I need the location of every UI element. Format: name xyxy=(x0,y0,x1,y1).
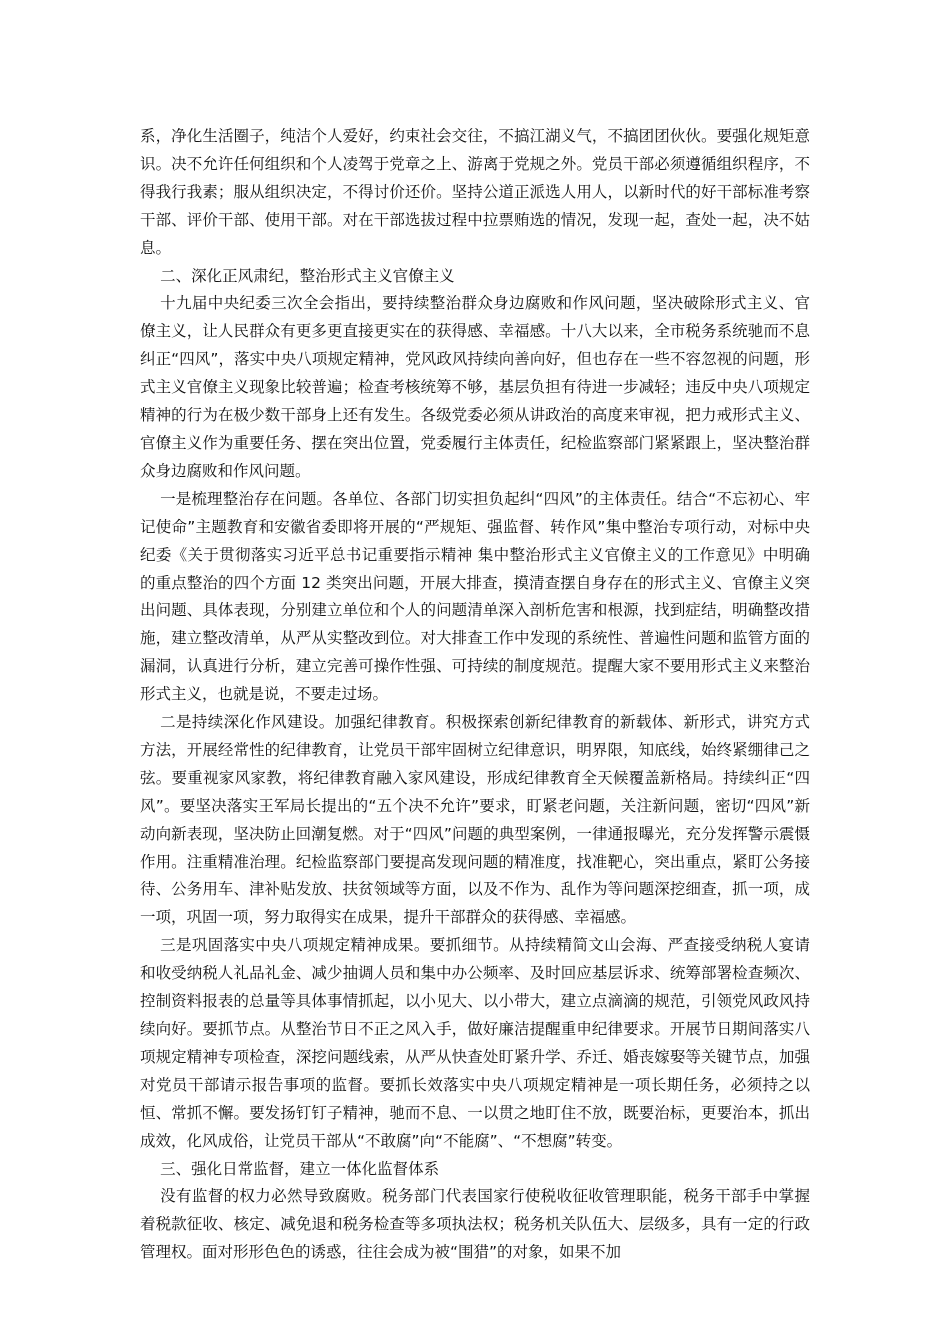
section-heading-3: 三、强化日常监督，建立一体化监督体系 xyxy=(160,1159,440,1178)
paragraph-item-1: 一是梳理整治存在问题。各单位、各部门切实担负起纠“四风”的主体责任。结合“不忘初心、牢记使命”主题教育和安徽省委即将开展的“严规矩、强监督、转作风”集中整治专项行动，对标中央纪委《关于贯彻落实习近平总书记重要指示精神 集中整治形式主义官僚主义的工作意见》中明确的重点整治的四个方面 12 类突出问题，开展大排查，摸清查摆自身存在的形式主义、官僚主义突出问题、具体表现，分别建立单位和个人的问题清单深入剖析危害和根源，找到症结，明确整改措施，建立整改清单，从严从实整改到位。对大排查工作中发现的系统性、普遍性问题和监管方面的漏洞，认真进行分析，建立完善可操作性强、可持续的制度规范。提醒大家不要用形式主义来整治形式主义，也就是说，不要走过场。 xyxy=(140,489,810,704)
paragraph-item-3: 三是巩固落实中央八项规定精神成果。要抓细节。从持续精简文山会海、严查接受纳税人宴请和收受纳税人礼品礼金、减少抽调人员和集中办公频率、及时回应基层诉求、统筹部署检查频次、控制资料报表的总量等具体事情抓起，以小见大、以小带大，建立点滴滴的规范，引领党风政风持续向好。要抓节点。从整治节日不正之风入手，做好廉洁提醒重申纪律要求。开展节日期间落实八项规定精神专项检查，深挖问题线索，从严从快查处盯紧升学、乔迁、婚丧嫁娶等关键节点，加强对党员干部请示报告事项的监督。要抓长效落实中央八项规定精神是一项长期任务，必须持之以恒、常抓不懈。要发扬钉钉子精神，驰而不息、一以贯之地盯住不放，既要治标，更要治本，抓出成效，化风成俗，让党员干部从“不敢腐”向“不能腐”、“不想腐”转变。 xyxy=(140,936,810,1150)
document-body xyxy=(140,123,810,1267)
paragraph-continuation: 系，净化生活圈子，纯洁个人爱好，约束社会交往，不搞江湖义气，不搞团团伙伙。要强化规矩意识。决不允许任何组织和个人凌驾于党章之上、游离于党规之外。党员干部必须遵循组织程序，不得我行我素；服从组织决定，不得讨价还价。坚持公道正派选人用人，以新时代的好干部标准考察干部、评价干部、使用干部。对在干部选拔过程中拉票贿选的情况，发现一起，查处一起，决不姑息。 xyxy=(140,127,810,257)
paragraph-section-2-intro: 十九届中央纪委三次全会指出，要持续整治群众身边腐败和作风问题，坚决破除形式主义、官僚主义，让人民群众有更多更直接更实在的获得感、幸福感。十八大以来，全市税务系统驰而不息纠正“四风”，落实中央八项规定精神，党风政风持续向善向好，但也存在一些不容忽视的问题，形式主义官僚主义现象比较普遍；检查考核统筹不够，基层负担有待进一步减轻；违反中央八项规定精神的行为在极少数干部身上还有发生。各级党委必须从讲政治的高度来审视，把力戒形式主义、官僚主义作为重要任务、摆在突出位置，党委履行主体责任，纪检监察部门紧紧跟上，坚决整治群众身边腐败和作风问题。 xyxy=(140,294,810,480)
section-heading-2: 二、深化正风肃纪，整治形式主义官僚主义 xyxy=(160,266,455,285)
paragraph-item-2: 二是持续深化作风建设。加强纪律教育。积极探索创新纪律教育的新载体、新形式，讲究方式方法，开展经常性的纪律教育，让党员干部牢固树立纪律意识，明界限，知底线，始终紧绷律己之弦。要重视家风家教，将纪律教育融入家风建设，形成纪律教育全天候覆盖新格局。持续纠正“四风”。要坚决落实王军局长提出的“五个决不允许”要求，盯紧老问题，关注新问题，密切“四风”新动向新表现，坚决防止回潮复燃。对于“四风”问题的典型案例，一律通报曝光，充分发挥警示震慑作用。注重精准治理。纪检监察部门要提高发现问题的精准度，找准靶心，突出重点，紧盯公务接待、公务用车、津补贴发放、扶贫领域等方面，以及不作为、乱作为等问题深挖细查，抓一项，成一项，巩固一项，努力取得实在成果，提升干部群众的获得感、幸福感。 xyxy=(140,713,810,927)
paragraph-section-3-intro: 没有监督的权力必然导致腐败。税务部门代表国家行使税收征收管理职能，税务干部手中掌握着税款征收、核定、减免退和税务检查等多项执法权；税务机关队伍大、层级多，具有一定的行政管理权。面对形形色色的诱惑，往往会成为被“围猎”的对象，如果不加 xyxy=(140,1187,810,1262)
